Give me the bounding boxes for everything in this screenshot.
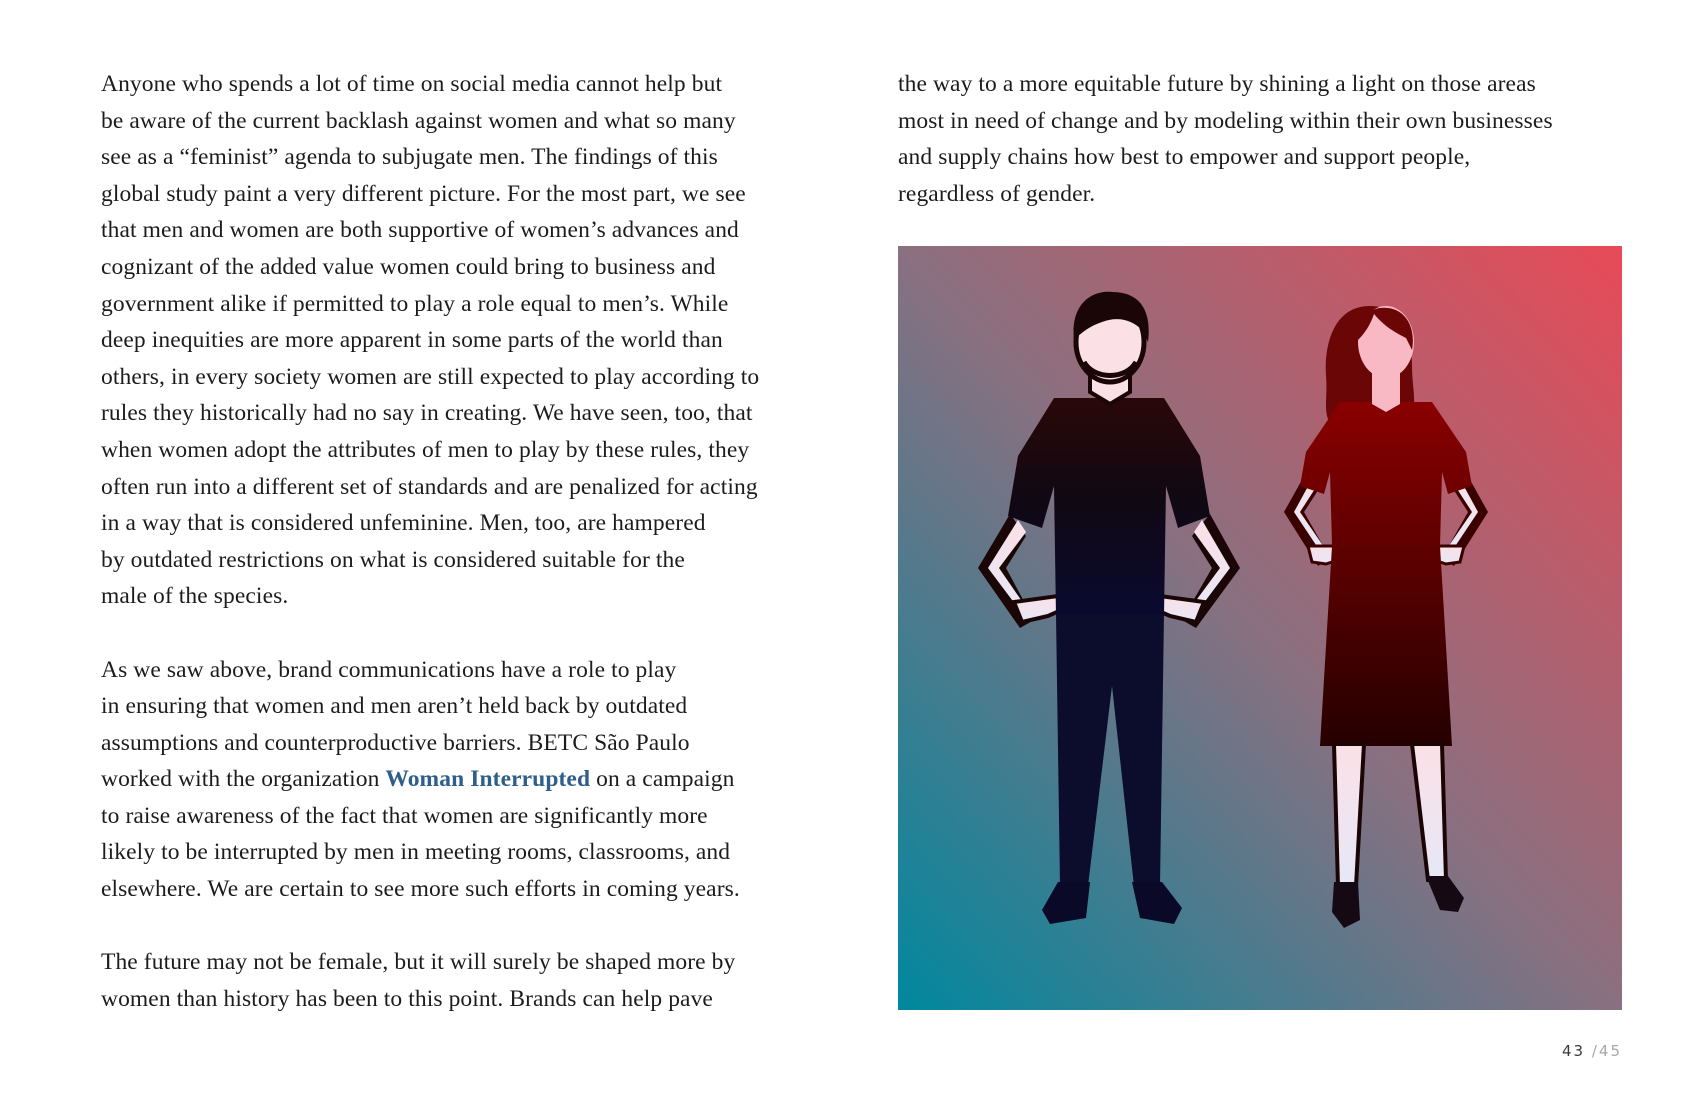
body-paragraph: Anyone who spends a lot of time on social media cannot help but be aware of the current backlash against women and what so many see as a “feminist” agenda to subjugate men. The findings of this global study paint a very different picture. For the most part, we see that men and women are both supportive of women’s advances and cognizant of the added value women could bring to business and government alike if permitted to play a role equal to men’s. While deep inequities are more apparent in some parts of the world than others, in every society women are still expected to play according to rules they historically had no say in creating. We have seen, too, that when women adopt the attributes of men to play by these rules, they often run into a different set of standards and are penalized for acting in a way that is considered unfeminine. Men, too, are hampered by outdated restrictions on what is considered suitable for the male of the species. <box>101 71 760 610</box>
body-paragraph <box>101 652 831 908</box>
body-paragraph: The future may not be female, but it will surely be shaped more by women than history has been to this point. Brands can help pave <box>101 949 736 1012</box>
page-number <box>1520 1042 1622 1060</box>
total-pages: /45 <box>1591 1042 1622 1060</box>
paragraph-text: on a campaign to raise awareness of the fact that women are significantly more likely to be interrupted by men in meeting rooms, classrooms, and elsewhere. We are certain to see more such efforts in coming years. <box>101 766 740 903</box>
body-paragraph: the way to a more equitable future by shining a light on those areas most in need of change and by modeling within their own businesses and supply chains how best to empower and support people, regardless of gender. <box>898 71 1553 207</box>
left-text-column <box>101 66 831 1017</box>
woman-interrupted-link[interactable]: Woman Interrupted <box>385 766 591 793</box>
current-page: 43 <box>1561 1042 1586 1060</box>
paragraph-text: As we saw above, brand communications have a role to play in ensuring that women and men aren’t held back by outdated assumptions and counterproductive barriers. BETC São Paulo worked with the organization <box>101 656 690 793</box>
right-text-column <box>898 66 1638 212</box>
gradient-background <box>898 246 1622 1010</box>
gender-illustration <box>898 246 1622 1010</box>
